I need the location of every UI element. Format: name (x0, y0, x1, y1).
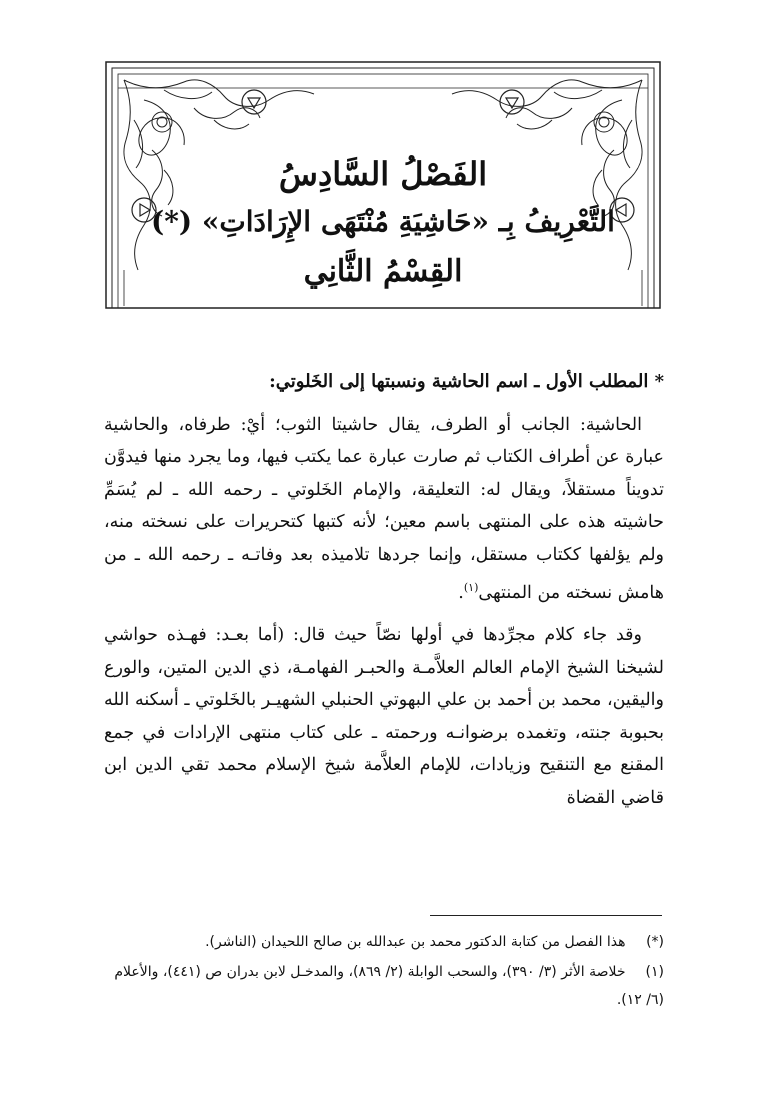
footnote-star-text: هذا الفصل من كتابة الدكتور محمد بن عبدالله بن صالح اللحيدان (الناشر). (205, 934, 626, 950)
chapter-part: القِسْمُ الثَّانِي (303, 254, 463, 289)
footnote-divider (430, 915, 662, 916)
footnote-1-text: خلاصة الأثر (٣/ ٣٩٠)، والسحب الوابلة (٢/ ٨٦٩)، والمدخـل لابن بدران ص (٤٤١)، والأعلام (٦/ ١٢). (114, 964, 664, 1008)
paragraph-1-text: الحاشية: الجانب أو الطرف، يقال حاشيتا الثوب؛ أيْ: طرفاه، والحاشية عبارة عن أطراف الكتاب ثم صارت عبارة عما يكتب فيها، وما يجرد منها فيدوَّن تدويناً مستقلاً، ويقال له: التعليقة، والإمام الخَلوتي ـ رحمه الله ـ لم يُسَمِّ حاشيته هذه على المنتهى باسم معين؛ لأنه كتبها كتحريرات على نسخته منه، ولم يؤلفها ككتاب مستقل، وإنما جردها تلاميذه بعد وفاتـه ـ رحمه الله ـ من هامش نسخته من المنتهى (104, 414, 664, 603)
paragraph-1 (104, 409, 664, 609)
footnote-1-marker: (١) (645, 964, 664, 980)
footnotes (104, 928, 664, 1016)
footnote-star (104, 928, 664, 956)
section-heading: * المطلب الأول ـ اسم الحاشية ونسبتها إلى الخَلوتي: (269, 371, 664, 392)
chapter-subtitle: التَّعْرِيفُ بِـ «حَاشِيَةِ مُنْتَهَى الإِرَادَاتِ» (*) (151, 205, 615, 238)
footnote-star-marker: (*) (646, 934, 664, 950)
chapter-title: الفَصْلُ السَّادِسُ (278, 155, 488, 193)
paragraph-2 (104, 619, 664, 815)
chapter-heading (104, 152, 662, 294)
paragraph-1-end: . (458, 582, 464, 603)
main-text (104, 366, 664, 825)
footnote-1 (104, 958, 664, 1014)
footnote-ref-1[interactable]: (١) (463, 580, 479, 594)
paragraph-2-text: وقد جاء كلام مجرِّدها في أولها نصّاً حيث قال: (أما بعـد: فهـذه حواشي لشيخنا الشيخ الإمام العالم العلاَّمـة والحبـر الفهامـة، ذي الدين المتين، والورع واليقين، محمد بن أحمد بن علي البهوتي الحنبلي الشهيـر بالخَلوتي ـ أسكنه الله بحبوبة جنته، وتغمده برضوانـه ورحمته ـ على كتاب منتهى الإرادات في جمع المقنع مع التنقيح وزيادات، للإمام العلاَّمة شيخ الإسلام محمد تقي الدين ابن قاضي القضاة (104, 624, 664, 808)
